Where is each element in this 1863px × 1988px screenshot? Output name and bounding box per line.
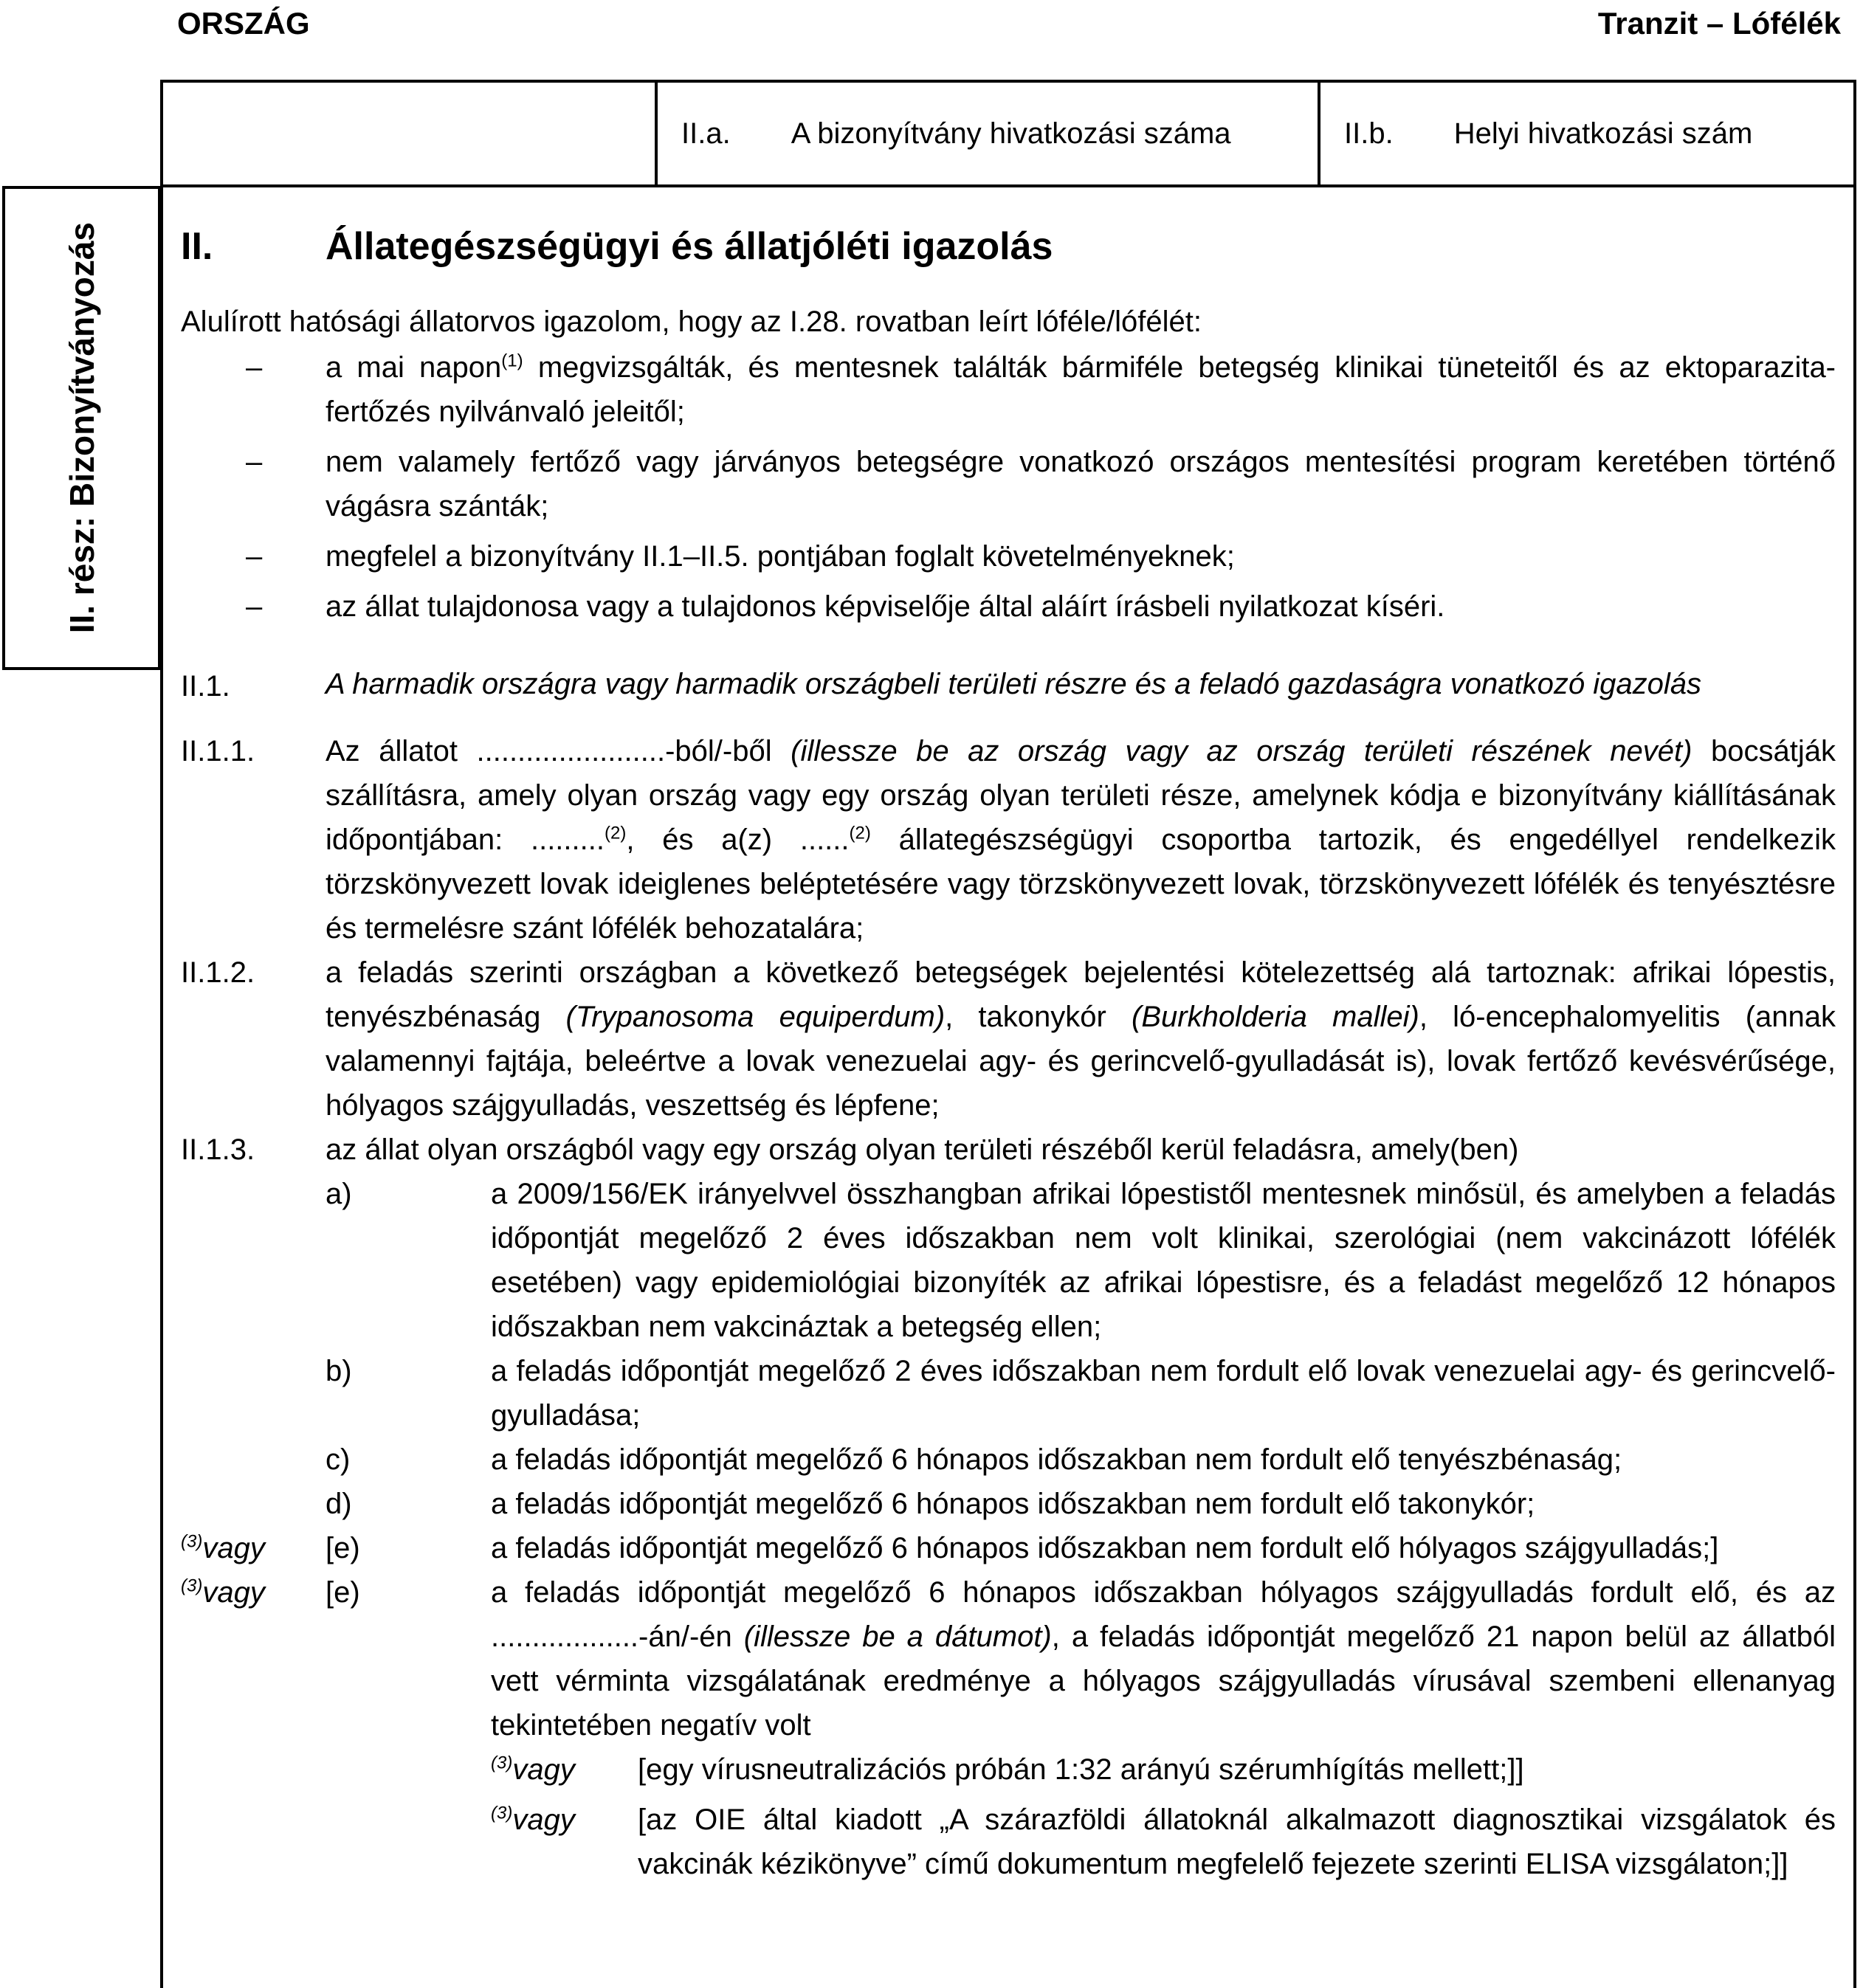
inner-or-item-1 (181, 1747, 1836, 1792)
part-ii-sidebar (2, 186, 161, 670)
inner-or-item-2 (181, 1798, 1836, 1886)
clause-II13 (181, 1128, 1836, 1172)
dash-item (181, 534, 1836, 579)
ref-b-label: Helyi hivatkozási szám (1453, 117, 1753, 150)
or-item-text: a feladás időpontját megelőző 6 hónapos időszakban nem fordult elő hólyagos szájgyulladás;] (491, 1532, 1719, 1564)
or-label: $^{(3)}$vagy (491, 1803, 575, 1836)
dash-bullet: – (246, 590, 263, 623)
sub-item-number: a) (326, 1178, 352, 1210)
clause-text: az állat olyan országból vagy egy ország olyan területi részéből kerül feladásra, amely(ben) (326, 1133, 1519, 1166)
certificate-body (163, 223, 1853, 1886)
dash-item (181, 440, 1836, 528)
dash-item-text: megfelel a bizonyítvány II.1–II.5. pontjában foglalt követelményeknek; (326, 540, 1235, 573)
ref-b-number: II.b. (1344, 117, 1394, 150)
clause-text: a feladás szerinti országban a következő betegségek bejelentési kötelezettség alá tartoznak: afrikai lópestis, tenyészbénaság (Trypanosoma equiperdum), takonykór (Burkholderia mallei), ló-encephalomyelitis (annak valamennyi fajtája, beleértve a lovak venezuelai agy- és gerincvelő-gyulladását is), lovak fertőző kevésvérűsége, hólyagos szájgyulladás, veszettség és lépfene; (326, 956, 1836, 1122)
clause-number: II.1.3. (181, 1133, 255, 1166)
sub-item-c (181, 1437, 1836, 1482)
dash-bullet: – (246, 540, 263, 573)
sub-item-text: a 2009/156/EK irányelvvel összhangban afrikai lópestistől mentesnek minősül, és amelyben a feladás időpontját megelőző 2 éves időszakban nem volt klinikai, szerológiai (nem vakcinázott lófélék esetében) vagy epidemiológiai bizonyíték az afrikai lópestisre, és a feladást megelőző 12 hónapos időszakban nem vakcináztak a betegség ellen; (491, 1178, 1836, 1343)
clause-number: II.1.2. (181, 956, 255, 989)
clause-title: A harmadik országra vagy harmadik országbeli területi részre és a feladó gazdaságra vonatkozó igazolás (326, 668, 1701, 700)
clause-text: Az állatot .......................-ból/-ből (illessze be az ország vagy az ország területi részének nevét) bocsátják szállításra, amely olyan ország vagy egy ország olyan területi része, amelynek kódja e bizonyítvány kiállításának időpontjában: .........$^{(2)}$, és a(z) ......$^{(2)}$ állategészségügyi csoportba tartozik, és engedéllyel rendelkezik törzskönyvezett lovak ideiglenes beléptetésére vagy törzskönyvezett lovak, törzskönyvezett lófélék és tenyésztésre és termelésre szánt lófélék behozatalára; (326, 735, 1836, 945)
sub-item-text: a feladás időpontját megelőző 6 hónapos időszakban nem fordult elő tenyészbénaság; (491, 1443, 1622, 1476)
section-number: II. (181, 225, 213, 268)
dash-item-text: a mai napon$^{(1)}$ megvizsgálták, és mentesnek találták bármiféle betegség klinikai tüneteitől és az ektoparazita-fertőzés nyilvánvaló jeleitől; (326, 351, 1836, 428)
section-title: Állategészségügyi és állatjóléti igazolás (326, 225, 1053, 268)
ref-cell-empty (163, 83, 655, 184)
clause-number: II.1. (181, 670, 230, 703)
ref-cell-local-number (1318, 83, 1853, 184)
sub-item-d (181, 1482, 1836, 1526)
ref-cell-certificate-number (655, 83, 1318, 184)
or-item-e2 (181, 1570, 1836, 1747)
bracket-number: [e) (326, 1576, 360, 1609)
section-heading (181, 223, 1836, 270)
sub-item-b (181, 1349, 1836, 1437)
dash-bullet: – (246, 446, 263, 478)
or-item-e1 (181, 1526, 1836, 1570)
sub-item-number: b) (326, 1355, 352, 1387)
or-item-text: a feladás időpontját megelőző 6 hónapos időszakban hólyagos szájgyulladás fordult elő, és az ..................-án/-én (illessze be a dátumot), a feladás időpontját megelőző 21 napon belül az állatból vett vérminta vizsgálatának eredménye a hólyagos szájgyulladás vírusával szembeni ellenanyag tekintetében negatív volt (491, 1576, 1836, 1742)
clause-number: II.1.1. (181, 735, 255, 767)
clause-II12 (181, 950, 1836, 1128)
sub-item-number: c) (326, 1443, 351, 1476)
clause-II1 (181, 664, 1836, 708)
bracket-number: [e) (326, 1532, 360, 1564)
ref-a-label: A bizonyítvány hivatkozási száma (791, 117, 1231, 150)
page-title-transit: Tranzit – Lófélék (1597, 6, 1841, 41)
reference-header-row (163, 83, 1853, 187)
dash-item (181, 345, 1836, 434)
sub-item-text: a feladás időpontját megelőző 6 hónapos időszakban nem fordult elő takonykór; (491, 1488, 1535, 1520)
page-title-country: ORSZÁG (177, 6, 310, 41)
or-label: $^{(3)}$vagy (181, 1575, 265, 1609)
dash-item-text: nem valamely fertőző vagy járványos betegségre vonatkozó országos mentesítési program keretében történő vágásra szánták; (326, 446, 1836, 522)
dash-bullet: – (246, 351, 263, 384)
dash-item (181, 584, 1836, 629)
ref-a-number: II.a. (681, 117, 731, 150)
intro-paragraph: Alulírott hatósági állatorvos igazolom, hogy az I.28. rovatban leírt lóféle/lófélét: (181, 306, 1202, 338)
sub-item-number: d) (326, 1488, 352, 1520)
sub-item-a (181, 1172, 1836, 1349)
inner-or-text: [az OIE által kiadott „A szárazföldi állatoknál alkalmazott diagnosztikai vizsgálatok és vakcinák kézikönyve” című dokumentum megfelelő fejezete szerinti ELISA vizsgálaton;]] (638, 1804, 1836, 1880)
sub-item-text: a feladás időpontját megelőző 2 éves időszakban nem fordult elő lovak venezuelai agy- és gerincvelő-gyulladása; (491, 1355, 1836, 1432)
dash-item-text: az állat tulajdonosa vagy a tulajdonos képviselője által aláírt írásbeli nyilatkozat kíséri. (326, 590, 1445, 623)
or-label: $^{(3)}$vagy (181, 1531, 265, 1564)
inner-or-text: [egy vírusneutralizációs próbán 1:32 arányú szérumhígítás mellett;]] (638, 1753, 1524, 1786)
or-label: $^{(3)}$vagy (491, 1753, 575, 1786)
clause-II11 (181, 729, 1836, 950)
certificate-table (160, 80, 1856, 1988)
sidebar-part-label: II. rész: Bizonyítványozás (62, 222, 101, 634)
